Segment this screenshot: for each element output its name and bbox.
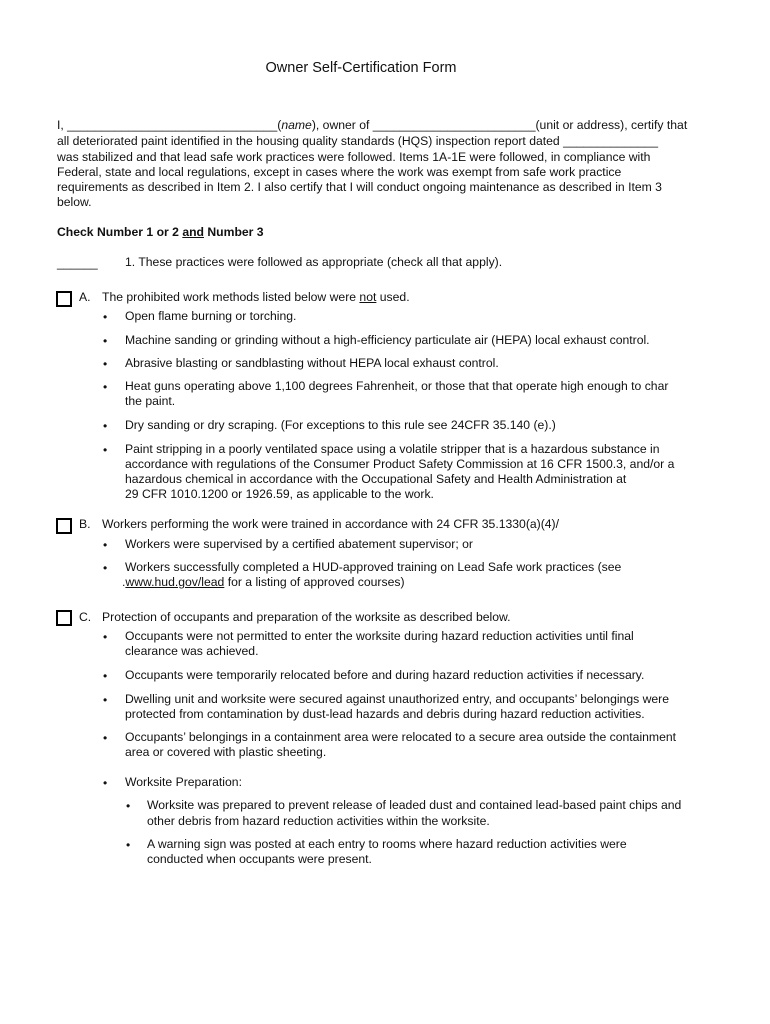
section-a-heading-pre: The prohibited work methods listed below were	[102, 290, 360, 304]
section-c-bullet-4-line-1: Occupants’ belongings in a containment area were relocated to a secure area outside the containment	[125, 730, 677, 744]
section-b-bullet-2-dot: .	[122, 575, 126, 589]
section-b-heading: Workers performing the work were trained in accordance with 24 CFR 35.1330(a)(4)/	[102, 517, 560, 531]
section-a-bullet-6-line-2: accordance with regulations of the Consumer Product Safety Commission at 16 CFR 1500.3, and/or a	[125, 457, 675, 471]
check-instruction-post: Number 3	[203, 225, 264, 239]
section-a-bullet-1: Open flame burning or torching.	[125, 309, 297, 323]
bullet-icon: •	[103, 419, 108, 433]
bullet-icon: •	[103, 630, 108, 644]
section-c-bullet-5: Worksite Preparation:	[125, 775, 242, 789]
section-b-checkbox[interactable]	[56, 518, 72, 534]
section-c-bullet-1-line-2: clearance was achieved.	[125, 644, 259, 658]
section-c-checkbox[interactable]	[56, 610, 72, 626]
item-1-text: 1. These practices were followed as appropriate (check all that apply).	[125, 255, 503, 269]
intro-line-3: was stabilized and that lead safe work practices were followed. Items 1A-1E were followed, in compliance with	[57, 150, 651, 164]
bullet-icon: •	[103, 310, 108, 324]
check-instruction-pre: Check Number 1 or 2	[57, 225, 183, 239]
check-instruction	[57, 225, 264, 240]
intro-line-1-pre: I, _______________________________(	[57, 118, 282, 132]
section-c-bullet-3-line-2: protected from contamination by dust-lead hazards and debris during hazard reduction activities.	[125, 707, 645, 721]
section-a-bullet-4-line-2: the paint.	[125, 394, 176, 408]
section-c-bullet-2: Occupants were temporarily relocated before and during hazard reduction activities if necessary.	[125, 668, 645, 682]
bullet-icon: •	[103, 561, 108, 575]
section-b-letter: B.	[79, 517, 91, 531]
bullet-icon: •	[103, 357, 108, 371]
form-title: Owner Self-Certification Form	[265, 60, 457, 76]
bullet-icon: •	[126, 799, 131, 813]
section-a-bullet-6-line-3: hazardous chemical in accordance with the Occupational Safety and Health Administration at	[125, 472, 627, 486]
bullet-icon: •	[103, 693, 108, 707]
bullet-icon: •	[103, 443, 108, 457]
section-c-letter: C.	[79, 610, 92, 624]
bullet-icon: •	[103, 380, 108, 394]
intro-line-2: all deteriorated paint identified in the housing quality standards (HQS) inspection report dated ______________	[57, 134, 658, 148]
section-c-sub-bullet-2-line-2: conducted when occupants were present.	[147, 852, 372, 866]
intro-line-4: Federal, state and local regulations, except in cases where the work was exempt from safe work practice	[57, 165, 622, 179]
section-c-heading: Protection of occupants and preparation of the worksite as described below.	[102, 610, 511, 624]
bullet-icon: •	[103, 538, 108, 552]
intro-line-1-post: ), owner of ________________________(unit or address), certify that	[311, 118, 688, 132]
section-c-sub-bullet-2-line-1: A warning sign was posted at each entry to rooms where hazard reduction activities were	[147, 837, 627, 851]
check-instruction-and: and	[182, 225, 204, 239]
section-a-heading-post: used.	[376, 290, 410, 304]
bullet-icon: •	[103, 334, 108, 348]
section-a-letter: A.	[79, 290, 91, 304]
section-a-bullet-3: Abrasive blasting or sandblasting without HEPA local exhaust control.	[125, 356, 499, 370]
bullet-icon: •	[103, 669, 108, 683]
section-c-bullet-3-line-1: Dwelling unit and worksite were secured against unauthorized entry, and occupants’ belongings were	[125, 692, 670, 706]
section-b-bullet-2-line-1: Workers successfully completed a HUD-approved training on Lead Safe work practices (see	[125, 560, 622, 574]
intro-line-6: below.	[57, 195, 92, 209]
section-b-bullet-1: Workers were supervised by a certified abatement supervisor; or	[125, 537, 473, 551]
item-1-blank[interactable]: ______	[57, 256, 98, 270]
section-a-bullet-4-line-1: Heat guns operating above 1,100 degrees Fahrenheit, or those that that operate high enough to char	[125, 379, 669, 393]
section-c-sub-bullet-1-line-1: Worksite was prepared to prevent release of leaded dust and contained lead-based paint chips and	[147, 798, 682, 812]
section-b-bullet-2-post: for a listing of approved courses)	[224, 575, 405, 589]
section-c-bullet-1-line-1: Occupants were not permitted to enter the worksite during hazard reduction activities until final	[125, 629, 634, 643]
section-a-checkbox[interactable]	[56, 291, 72, 307]
section-c-bullet-4-line-2: area or covered with plastic sheeting.	[125, 745, 327, 759]
section-a-heading	[102, 290, 410, 305]
hud-lead-link[interactable]: www.hud.gov/lead	[125, 575, 225, 589]
bullet-icon: •	[103, 731, 108, 745]
intro-line-5: requirements as described in Item 2. I also certify that I will conduct ongoing maintenance as described in Item 3	[57, 180, 662, 194]
bullet-icon: •	[103, 776, 108, 790]
section-a-bullet-6-line-4: 29 CFR 1010.1200 or 1926.59, as applicable to the work.	[125, 487, 434, 501]
name-placeholder: name	[281, 118, 312, 132]
intro-line-1	[57, 118, 687, 133]
section-b-bullet-2-line-2	[122, 575, 405, 590]
bullet-icon: •	[126, 838, 131, 852]
section-a-bullet-5: Dry sanding or dry scraping. (For exceptions to this rule see 24CFR 35.140 (e).)	[125, 418, 556, 432]
section-a-bullet-6-line-1: Paint stripping in a poorly ventilated space using a volatile stripper that is a hazardous substance in	[125, 442, 660, 456]
section-c-sub-bullet-1-line-2: other debris from hazard reduction activities within the worksite.	[147, 814, 490, 828]
section-a-bullet-2: Machine sanding or grinding without a high-efficiency particulate air (HEPA) local exhaust control.	[125, 333, 650, 347]
section-a-heading-not: not	[359, 290, 377, 304]
